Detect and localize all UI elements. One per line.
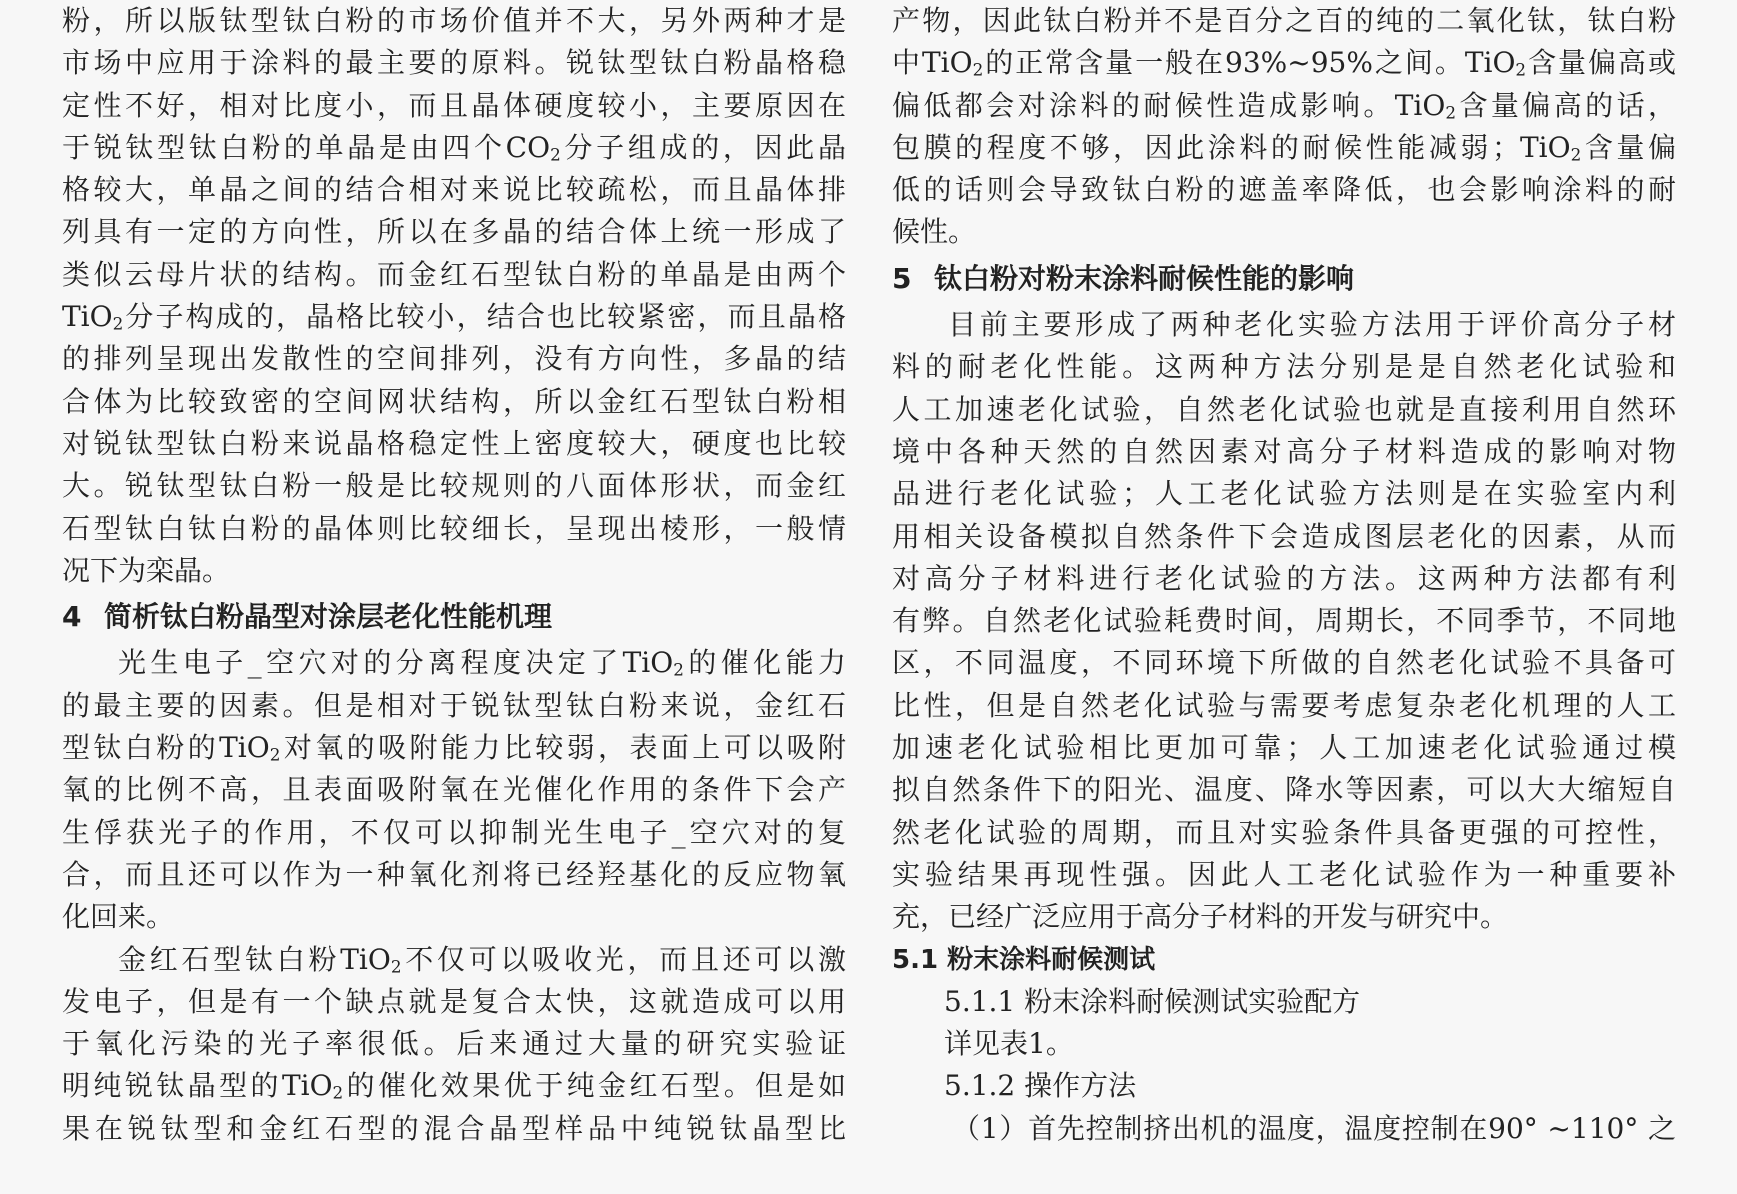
section-title: 钛白粉对粉末涂料耐候性能的影响 bbox=[934, 261, 1355, 295]
text-line: 市场中应用于涂料的最主要的原料。锐钛型钛白粉晶格稳 bbox=[62, 46, 846, 80]
text-line: （1）首先控制挤出机的温度，温度控制在90° ~110° 之 bbox=[952, 1111, 1676, 1145]
text-line: 合体为比较致密的空间网状结构，所以金红石型钛白粉相 bbox=[62, 384, 846, 418]
text-line: 大。锐钛型钛白粉一般是比较规则的八面体形状，而金红 bbox=[62, 469, 846, 503]
left-paragraph-b bbox=[62, 642, 846, 938]
text-line: 的排列呈现出发散性的空间排列，没有方向性，多晶的结 bbox=[62, 342, 846, 376]
text-line: 目前主要形成了两种老化实验方法用于评价高分子材 bbox=[948, 308, 1676, 342]
text-line: 品进行老化试验；人工老化试验方法则是在实验室内利 bbox=[892, 477, 1676, 511]
text-line: 然老化试验的周期，而且对实验条件具备更强的可控性， bbox=[892, 815, 1676, 849]
section-4-heading bbox=[62, 596, 846, 638]
text-line: 料的耐老化性能。这两种方法分别是是自然老化试验和 bbox=[892, 350, 1676, 384]
text-line: 氧的比例不高，且表面吸附氧在光催化作用的条件下会产 bbox=[62, 773, 846, 807]
text-line: 定性不好，相对比度小，而且晶体硬度较小，主要原因在 bbox=[62, 88, 846, 122]
text-line: 产物，因此钛白粉并不是百分之百的纯的二氧化钛，钛白粉 bbox=[892, 4, 1676, 37]
section-5-heading bbox=[892, 258, 1676, 300]
text-line: 化回来。 bbox=[62, 900, 175, 934]
right-paragraph-c bbox=[892, 1108, 1676, 1150]
text-line: TiO$_2$分子构成的，晶格比较小，结合也比较紧密，而且晶格 bbox=[62, 300, 846, 334]
section-number: 5 bbox=[892, 261, 912, 295]
text-line: 于锐钛型钛白粉的单晶是由四个$CO_2$分子组成的，因此晶 bbox=[62, 130, 846, 165]
text-line: 有弊。自然老化试验耗费时间，周期长，不同季节，不同地 bbox=[892, 604, 1676, 638]
text-line: 低的话则会导致钛白粉的遮盖率降低，也会影响涂料的耐 bbox=[892, 173, 1676, 207]
text-line: 实验结果再现性强。因此人工老化试验作为一种重要补 bbox=[892, 857, 1676, 891]
subsection-line: 5.1.1 粉末涂料耐候测试实验配方 bbox=[944, 984, 1361, 1018]
text-line: 明纯锐钛晶型的TiO$_2$的催化效果优于纯金红石型。但是如 bbox=[62, 1069, 846, 1103]
section-title: 简析钛白粉晶型对涂层老化性能机理 bbox=[104, 600, 553, 634]
text-line: 果在锐钛型和金红石型的混合晶型样品中纯锐钛晶型比 bbox=[62, 1111, 846, 1145]
section-5-1-heading: 5.1 粉末涂料耐候测试 bbox=[892, 944, 1156, 975]
text-line: 发电子，但是有一个缺点就是复合太快，这就造成可以用 bbox=[62, 984, 846, 1018]
text-line: 的最主要的因素。但是相对于锐钛型钛白粉来说，金红石 bbox=[62, 688, 846, 722]
right-paragraph-a bbox=[892, 0, 1676, 254]
text-line: 况下为栾晶。 bbox=[62, 553, 231, 587]
left-paragraph-a bbox=[62, 0, 846, 592]
text-line: 类似云母片状的结构。而金红石型钛白粉的单晶是由两个 bbox=[62, 257, 846, 291]
subsection-line: 详见表1。 bbox=[944, 1027, 1074, 1061]
left-paragraph-c bbox=[62, 939, 846, 1150]
text-line: 生俘获光子的作用，不仅可以抑制光生电子_空穴对的复 bbox=[62, 815, 846, 849]
text-line: 光生电子_空穴对的分离程度决定了TiO$_2$的催化能力 bbox=[118, 646, 846, 680]
text-line: 用相关设备模拟自然条件下会造成图层老化的因素，从而 bbox=[892, 519, 1676, 553]
text-line: 包膜的程度不够，因此涂料的耐候性能减弱；TiO$_2$含量偏 bbox=[892, 130, 1676, 165]
text-line: 偏低都会对涂料的耐候性造成影响。TiO$_2$含量偏高的话， bbox=[892, 88, 1676, 122]
text-line: 型钛白粉的TiO$_2$对氧的吸附能力比较弱，表面上可以吸附 bbox=[62, 731, 846, 765]
text-line: 区，不同温度，不同环境下所做的自然老化试验不具备可 bbox=[892, 646, 1676, 680]
left-column bbox=[62, 0, 846, 1150]
text-line: 金红石型钛白粉TiO$_2$不仅可以吸收光，而且还可以激 bbox=[118, 942, 846, 976]
text-line: 格较大，单晶之间的结合相对来说比较疏松，而且晶体排 bbox=[62, 173, 846, 207]
text-line: 人工加速老化试验，自然老化试验也就是直接利用自然环 bbox=[892, 392, 1676, 426]
text-line: 于氧化污染的光子率很低。后来通过大量的研究实验证 bbox=[62, 1027, 846, 1061]
text-line: 对高分子材料进行老化试验的方法。这两种方法都有利 bbox=[892, 561, 1676, 595]
text-line: 境中各种天然的自然因素对高分子材料造成的影响对物 bbox=[892, 434, 1676, 468]
text-line: 拟自然条件下的阳光、温度、降水等因素，可以大大缩短自 bbox=[892, 773, 1676, 807]
section-number: 4 bbox=[62, 600, 82, 634]
text-line: 比性，但是自然老化试验与需要考虑复杂老化机理的人工 bbox=[892, 688, 1676, 722]
text-line: 充，已经广泛应用于高分子材料的开发与研究中。 bbox=[892, 900, 1509, 934]
text-line: 对锐钛型钛白粉来说晶格稳定性上密度较大，硬度也比较 bbox=[62, 426, 846, 460]
right-column bbox=[892, 0, 1676, 1150]
text-line: 粉，所以版钛型钛白粉的市场价值并不大，另外两种才是 bbox=[62, 4, 846, 37]
section-5-1-sublines bbox=[892, 981, 1676, 1108]
text-line: 列具有一定的方向性，所以在多晶的结合体上统一形成了 bbox=[62, 215, 846, 249]
text-line: 加速老化试验相比更加可靠；人工加速老化试验通过模 bbox=[892, 731, 1676, 765]
text-line: 合，而且还可以作为一种氧化剂将已经羟基化的反应物氧 bbox=[62, 857, 846, 891]
text-line: 候性。 bbox=[892, 215, 977, 249]
text-line: 中TiO$_2$的正常含量一般在93%~95%之间。TiO$_2$含量偏高或 bbox=[892, 46, 1676, 80]
subsection-line: 5.1.2 操作方法 bbox=[944, 1069, 1137, 1103]
right-paragraph-b bbox=[892, 304, 1676, 938]
text-line: 石型钛白钛白粉的晶体则比较细长，呈现出棱形，一般情 bbox=[62, 511, 846, 545]
